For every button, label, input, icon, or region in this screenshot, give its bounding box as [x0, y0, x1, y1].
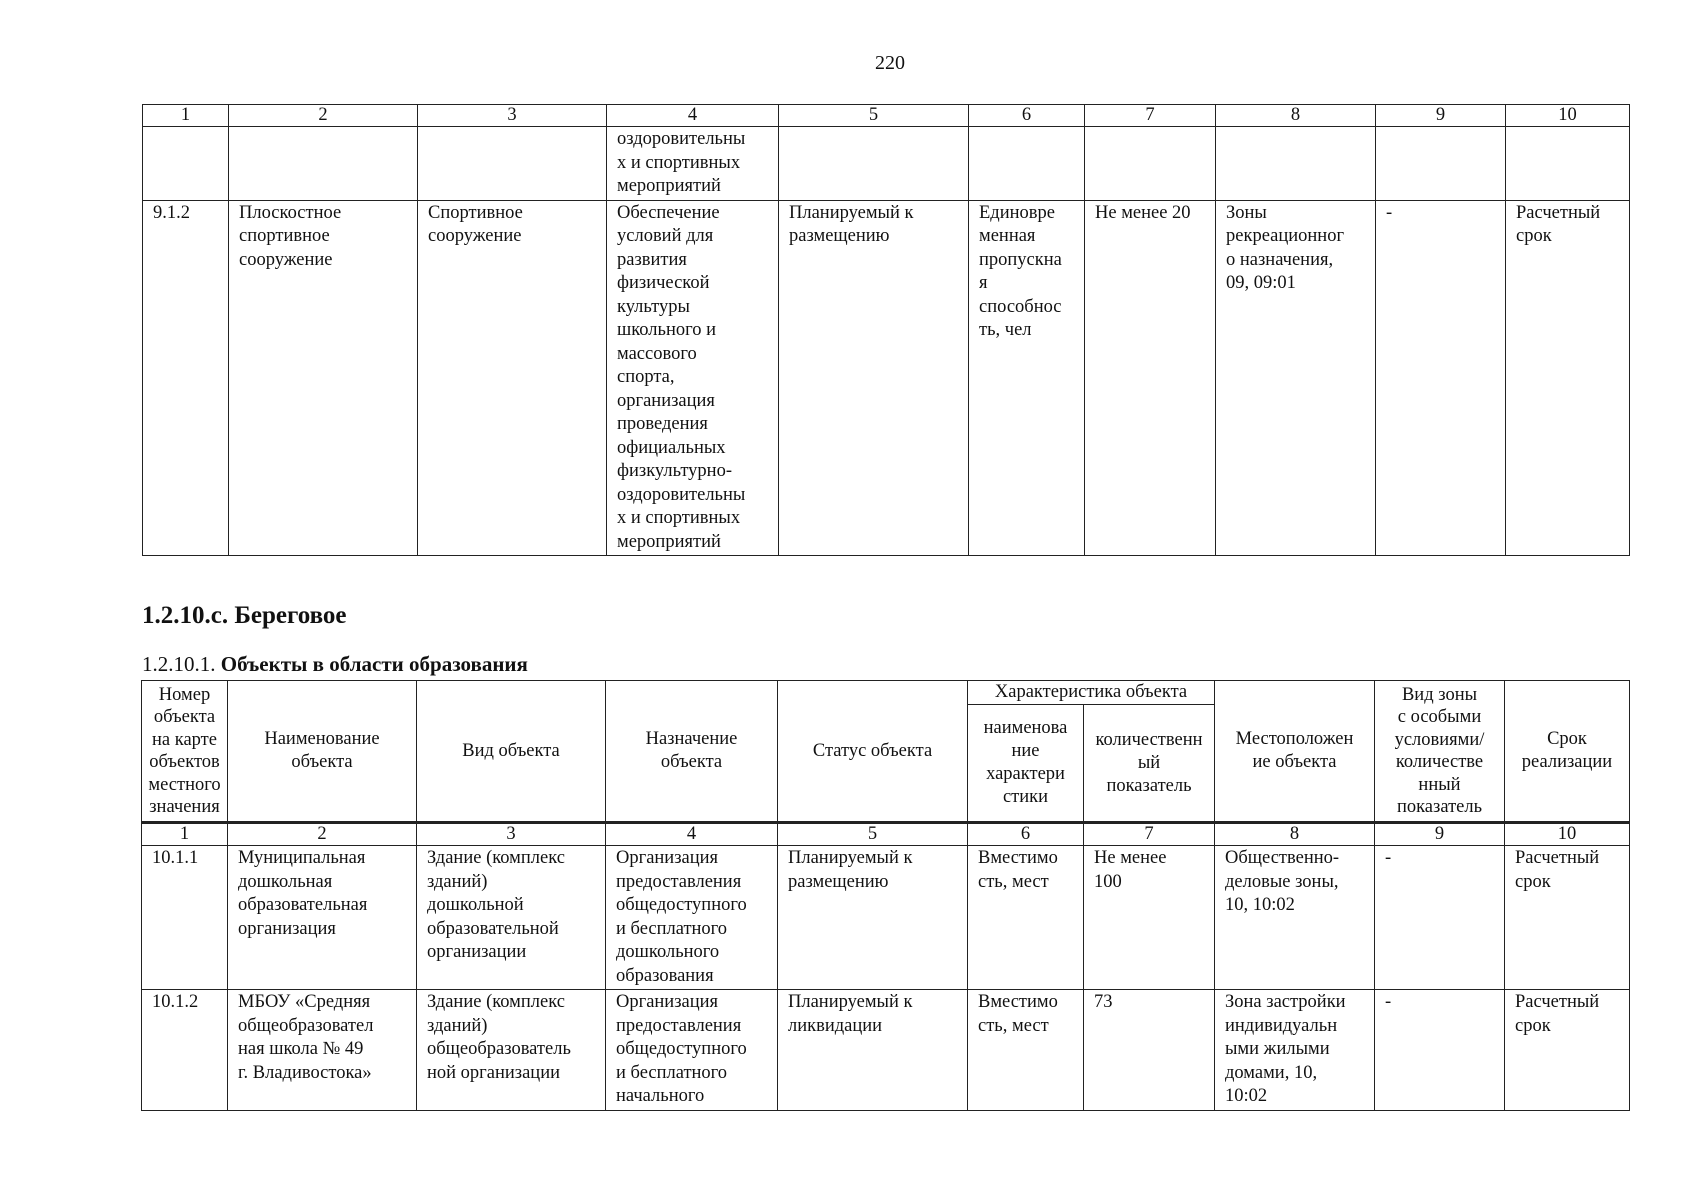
cell-line: 100: [1094, 871, 1122, 892]
cell-line: образования: [616, 965, 714, 986]
column-number: 6: [968, 823, 1084, 846]
cell-line: предоставления: [616, 871, 742, 892]
cell-line: х и спортивных: [617, 152, 741, 173]
characteristic-name: [969, 127, 1085, 201]
object-purpose: [606, 990, 778, 1111]
cell-line: ликвидации: [788, 1015, 883, 1036]
header-special-zone: [1375, 681, 1505, 823]
cell-line: пропускна: [979, 249, 1062, 270]
cell-line: Организация: [616, 848, 719, 868]
cell-line: условий для: [617, 226, 714, 246]
cell-line: образовательная: [238, 895, 368, 915]
cell-line: ыми жилыми: [1225, 1039, 1330, 1059]
cell-line: официальных: [617, 437, 726, 458]
header-characteristic-value: [1084, 705, 1215, 823]
cell-line: общедоступного: [616, 895, 747, 915]
header-characteristics: Характеристика объекта: [968, 681, 1215, 705]
cell-line: количественн: [1095, 729, 1203, 750]
object-number: 10.1.2: [142, 990, 228, 1111]
header-object-type: Вид объекта: [417, 681, 606, 823]
sports-objects-table: [142, 104, 1630, 556]
cell-line: Расчетный: [1515, 848, 1600, 868]
cell-line: физкультурно-: [617, 461, 732, 481]
cell-line: количестве: [1395, 752, 1484, 772]
special-zone: -: [1376, 200, 1506, 556]
cell-line: показатель: [1106, 775, 1192, 796]
cell-line: проведения: [617, 414, 708, 434]
cell-line: срок: [1516, 226, 1552, 246]
implementation-term: [1506, 127, 1630, 201]
cell-line: сть, мест: [978, 1015, 1049, 1036]
column-number: 2: [229, 105, 418, 127]
cell-line: я: [979, 273, 988, 293]
cell-line: стики: [1002, 787, 1049, 807]
cell-line: 10, 10:02: [1225, 895, 1295, 915]
object-type: [418, 127, 607, 201]
object-name: [228, 990, 417, 1111]
object-type: [417, 990, 606, 1111]
cell-line: МБОУ «Средняя: [238, 992, 371, 1012]
cell-line: Планируемый к: [788, 848, 913, 868]
cell-line: Не менее: [1094, 848, 1167, 868]
cell-line: 09, 09:01: [1226, 273, 1296, 293]
column-number: 1: [142, 823, 228, 846]
cell-line: образовательной: [427, 918, 559, 939]
object-location: [1215, 846, 1375, 990]
object-status: [778, 846, 968, 990]
header-term: [1505, 681, 1630, 823]
cell-line: деловые зоны,: [1225, 871, 1339, 892]
cell-line: начального: [616, 1086, 705, 1106]
cell-line: общедоступного: [616, 1039, 747, 1059]
object-status: [779, 127, 969, 201]
cell-line: Номер: [158, 684, 211, 705]
cell-line: общеобразователь: [427, 1039, 571, 1059]
object-name: [228, 846, 417, 990]
cell-line: Планируемый к: [788, 992, 913, 1012]
cell-line: спорта,: [617, 367, 675, 387]
table-row: [142, 990, 1630, 1111]
characteristic-value: [1085, 127, 1216, 201]
header-row: [142, 681, 1630, 705]
cell-line: сть, мест: [978, 871, 1049, 892]
cell-line: Муниципальная: [238, 848, 366, 868]
subsection-heading: Объекты в области образования: [220, 652, 528, 676]
table-row: [142, 846, 1630, 990]
cell-line: мероприятий: [617, 531, 721, 552]
cell-line: индивидуальн: [1225, 1015, 1338, 1036]
section-title: 1.2.10.с. Береговое: [142, 602, 347, 629]
cell-line: размещению: [789, 226, 890, 246]
cell-line: Зона застройки: [1225, 992, 1346, 1012]
cell-line: х и спортивных: [617, 508, 741, 528]
cell-line: 10:02: [1225, 1086, 1268, 1106]
cell-line: зданий): [427, 871, 488, 892]
cell-line: ной организации: [427, 1062, 560, 1083]
cell-line: менная: [979, 226, 1036, 246]
column-number: 8: [1215, 823, 1375, 846]
cell-line: предоставления: [616, 1015, 742, 1036]
cell-line: характери: [986, 764, 1065, 784]
cell-line: объекта: [153, 707, 216, 727]
subsection-number: 1.2.10.1.: [142, 652, 216, 676]
cell-line: показатель: [1396, 797, 1483, 817]
cell-line: реализации: [1521, 752, 1613, 772]
education-objects-table: [141, 680, 1630, 1111]
cell-line: с особыми: [1397, 707, 1482, 727]
cell-line: ть, чел: [979, 320, 1032, 340]
cell-line: наименова: [983, 718, 1068, 738]
cell-line: организация: [238, 918, 336, 939]
column-number: 10: [1506, 105, 1630, 127]
cell-line: ная школа № 49: [238, 1039, 364, 1059]
cell-line: нный: [1418, 774, 1461, 795]
cell-line: дошкольной: [427, 895, 524, 915]
table-row: [143, 127, 1630, 201]
cell-line: Вместимо: [978, 848, 1058, 868]
cell-line: домами, 10,: [1225, 1062, 1318, 1083]
cell-line: Местоположен: [1235, 729, 1354, 749]
characteristic-name: [968, 846, 1084, 990]
object-location: [1215, 990, 1375, 1111]
column-number: 5: [778, 823, 968, 846]
object-location: [1216, 200, 1376, 556]
object-purpose: [606, 846, 778, 990]
page-number: 220: [875, 52, 905, 74]
cell-line: Здание (комплекс: [427, 848, 565, 868]
column-number: 1: [143, 105, 229, 127]
header-object-number: [142, 681, 228, 823]
column-number: 5: [779, 105, 969, 127]
cell-line: Вместимо: [978, 992, 1058, 1012]
special-zone: -: [1375, 846, 1505, 990]
cell-line: организация: [617, 390, 715, 411]
object-number: 9.1.2: [143, 200, 229, 556]
header-location: [1215, 681, 1375, 823]
object-type: [417, 846, 606, 990]
characteristic-value: [1084, 846, 1215, 990]
cell-line: значения: [149, 797, 220, 817]
column-number: 3: [417, 823, 606, 846]
column-number: 8: [1216, 105, 1376, 127]
cell-line: Общественно-: [1225, 848, 1340, 868]
cell-line: Организация: [616, 992, 719, 1012]
characteristic-value: Не менее 20: [1085, 200, 1216, 556]
implementation-term: [1505, 846, 1630, 990]
cell-line: организации: [427, 942, 527, 962]
column-number: 7: [1085, 105, 1216, 127]
cell-line: Плоскостное: [239, 202, 342, 223]
cell-line: развития: [617, 249, 687, 270]
column-number: 9: [1375, 823, 1505, 846]
cell-line: дошкольного: [616, 942, 720, 962]
cell-line: о назначения,: [1226, 249, 1334, 270]
special-zone: [1376, 127, 1506, 201]
cell-line: оздоровительны: [617, 129, 746, 149]
column-numbers-row: [143, 105, 1630, 127]
characteristic-value: 73: [1084, 990, 1215, 1111]
cell-line: Расчетный: [1515, 992, 1600, 1012]
cell-line: зданий): [427, 1015, 488, 1036]
object-name: [229, 200, 418, 556]
special-zone: -: [1375, 990, 1505, 1111]
characteristic-name: [968, 990, 1084, 1111]
cell-line: Назначение: [645, 729, 738, 749]
cell-line: Зоны: [1226, 202, 1267, 223]
cell-line: оздоровительны: [617, 484, 746, 505]
cell-line: ый: [1137, 752, 1161, 773]
cell-line: срок: [1515, 1015, 1551, 1036]
object-name: [229, 127, 418, 201]
implementation-term: [1505, 990, 1630, 1111]
table-row: [143, 200, 1630, 556]
cell-line: мероприятий: [617, 176, 721, 196]
cell-line: дошкольная: [238, 871, 333, 892]
cell-line: местного: [148, 774, 221, 795]
cell-line: Планируемый к: [789, 202, 914, 223]
cell-line: Вид зоны: [1401, 684, 1478, 705]
cell-line: Срок: [1547, 729, 1587, 749]
cell-line: ие объекта: [1252, 752, 1337, 772]
column-number: 6: [969, 105, 1085, 127]
implementation-term: [1506, 200, 1630, 556]
column-number: 10: [1505, 823, 1630, 846]
object-number: 10.1.1: [142, 846, 228, 990]
object-status: [779, 200, 969, 556]
object-number: [143, 127, 229, 201]
header-characteristic-name: [968, 705, 1084, 823]
column-number: 4: [607, 105, 779, 127]
cell-line: массового: [617, 343, 697, 364]
header-object-status: Статус объекта: [778, 681, 968, 823]
cell-line: Здание (комплекс: [427, 992, 565, 1012]
cell-line: г. Владивостока»: [238, 1062, 372, 1083]
cell-line: культуры: [617, 296, 690, 317]
object-type: [418, 200, 607, 556]
cell-line: на карте: [152, 729, 217, 750]
cell-line: размещению: [788, 871, 889, 892]
column-number: 3: [418, 105, 607, 127]
cell-line: способнос: [979, 296, 1062, 317]
cell-line: физической: [617, 273, 710, 293]
cell-line: объекта: [660, 752, 723, 772]
cell-line: сооружение: [239, 249, 333, 270]
cell-line: спортивное: [239, 226, 330, 246]
object-purpose: [607, 200, 779, 556]
cell-line: Спортивное: [428, 202, 523, 223]
column-number: 7: [1084, 823, 1215, 846]
cell-line: рекреационног: [1226, 226, 1345, 246]
cell-line: условиями/: [1394, 729, 1485, 750]
cell-line: общеобразовател: [238, 1015, 374, 1036]
column-number: 4: [606, 823, 778, 846]
cell-line: Наименование: [264, 729, 380, 749]
characteristic-name: [969, 200, 1085, 556]
cell-line: ние: [1011, 741, 1040, 761]
header-object-purpose: [606, 681, 778, 823]
column-number: 2: [228, 823, 417, 846]
subsection-title: [142, 652, 528, 677]
object-location: [1216, 127, 1376, 201]
cell-line: Обеспечение: [617, 202, 720, 223]
cell-line: и бесплатного: [616, 918, 728, 939]
cell-line: объекта: [291, 752, 353, 772]
cell-line: Расчетный: [1516, 202, 1601, 223]
column-numbers-row: [142, 823, 1630, 846]
cell-line: Единовре: [979, 202, 1055, 223]
cell-line: сооружение: [428, 226, 522, 246]
header-object-name: [228, 681, 417, 823]
object-purpose: [607, 127, 779, 201]
column-number: 9: [1376, 105, 1506, 127]
cell-line: и бесплатного: [616, 1062, 728, 1083]
cell-line: срок: [1515, 871, 1551, 892]
object-status: [778, 990, 968, 1111]
cell-line: объектов: [149, 752, 220, 772]
cell-line: школьного и: [617, 320, 717, 340]
